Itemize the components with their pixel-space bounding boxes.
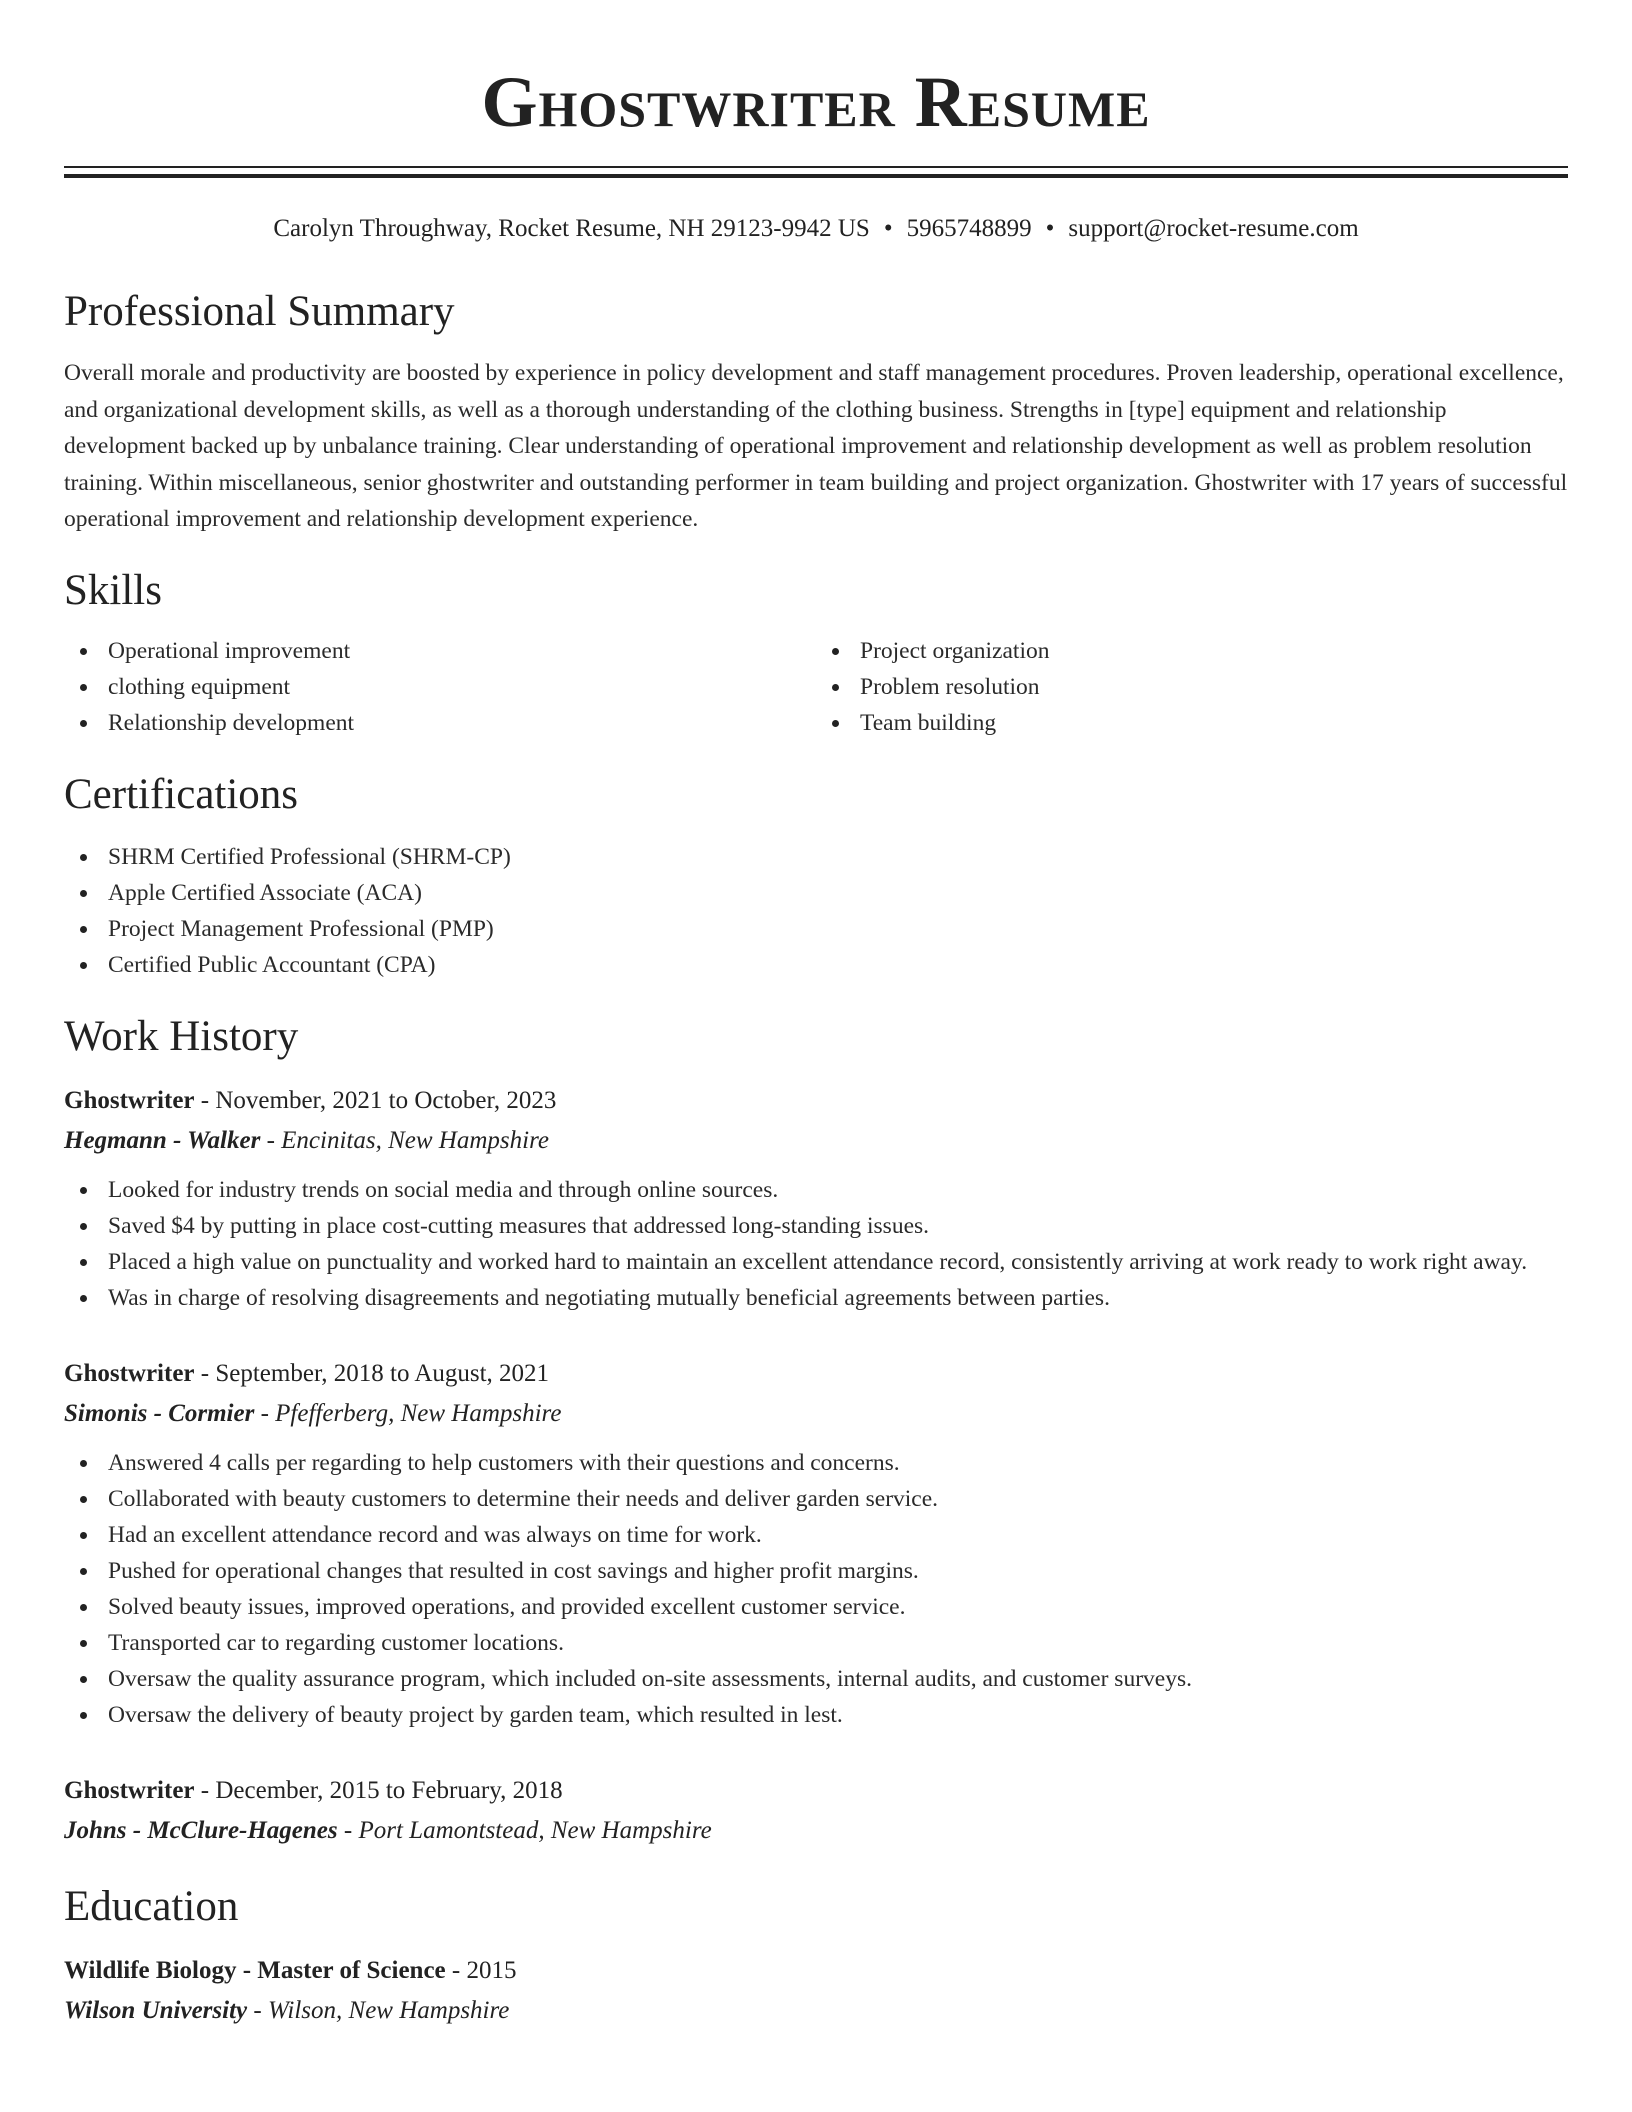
certification-item: Apple Certified Associate (ACA) — [64, 875, 1568, 911]
contact-separator: • — [883, 215, 893, 242]
job-company-line — [64, 1394, 1568, 1434]
education-entry — [64, 1951, 1568, 2031]
skills-grid — [64, 633, 1568, 741]
job-bullet: Had an excellent attendance record and was always on time for work. — [64, 1517, 1568, 1553]
skill-item: clothing equipment — [64, 669, 816, 705]
job-bullet: Answered 4 calls per regarding to help customers with their questions and concerns. — [64, 1445, 1568, 1481]
job-entry — [64, 1354, 1568, 1733]
job-bullet: Transported car to regarding customer locations. — [64, 1625, 1568, 1661]
skill-item: Operational improvement — [64, 633, 816, 669]
summary-text: Overall morale and productivity are boosted by experience in policy development and staff management procedures. Proven leadership, operational excellence, and organizational development skills, as well as a thorough understanding of the clothing business. Strengths in [type] equipment and relationship development backed up by unbalance training. Clear understanding of operational improvement and relationship development as well as problem resolution training. Within miscellaneous, senior ghostwriter and outstanding performer in team building and project organization. Ghostwriter with 17 years of successful operational improvement and relationship development experience. — [64, 360, 1568, 532]
education-location: - Wilson, New Hampshire — [247, 1996, 510, 2024]
skill-item: Team building — [816, 705, 1568, 741]
job-company: Hegmann - Walker — [64, 1126, 261, 1154]
skill-item: Project organization — [816, 633, 1568, 669]
job-title-line — [64, 1771, 1568, 1811]
resume-title: Ghostwriter Resume — [481, 62, 1151, 142]
job-bullet: Oversaw the delivery of beauty project by garden team, which resulted in lest. — [64, 1697, 1568, 1733]
certification-item: SHRM Certified Professional (SHRM-CP) — [64, 839, 1568, 875]
job-location: - Port Lamontstead, New Hampshire — [337, 1816, 712, 1844]
education-school: Wilson University — [64, 1996, 248, 2024]
job-bullets — [64, 1172, 1568, 1316]
skills-heading: Skills — [64, 566, 162, 614]
job-bullet: Placed a high value on punctuality and worked hard to maintain an excellent attendance record, consistently arriving at work ready to work right away. — [64, 1244, 1568, 1280]
job-bullet: Was in charge of resolving disagreements and negotiating mutually beneficial agreements between parties. — [64, 1280, 1568, 1316]
skill-item: Problem resolution — [816, 669, 1568, 705]
education-degree-line — [64, 1951, 1568, 1991]
job-location: - Encinitas, New Hampshire — [260, 1126, 549, 1154]
certifications-heading: Certifications — [64, 770, 299, 818]
job-company-line — [64, 1121, 1568, 1161]
job-location: - Pfefferberg, New Hampshire — [254, 1399, 562, 1427]
job-title: Ghostwriter — [64, 1776, 195, 1804]
contact-separator: • — [1045, 215, 1055, 242]
certification-item: Project Management Professional (PMP) — [64, 911, 1568, 947]
job-company-line — [64, 1811, 1568, 1851]
education-heading: Education — [64, 1882, 239, 1930]
job-dates: - December, 2015 to February, 2018 — [194, 1776, 563, 1804]
job-title-line — [64, 1354, 1568, 1394]
job-dates: - November, 2021 to October, 2023 — [194, 1086, 557, 1114]
job-title: Ghostwriter — [64, 1359, 195, 1387]
job-bullet: Looked for industry trends on social media and through online sources. — [64, 1172, 1568, 1208]
skill-item: Relationship development — [64, 705, 816, 741]
job-dates: - September, 2018 to August, 2021 — [194, 1359, 550, 1387]
job-title: Ghostwriter — [64, 1086, 195, 1114]
job-company: Johns - McClure-Hagenes — [64, 1816, 338, 1844]
job-title-line — [64, 1081, 1568, 1121]
job-company: Simonis - Cormier — [64, 1399, 255, 1427]
education-year: - 2015 — [445, 1956, 517, 1984]
job-entry — [64, 1081, 1568, 1316]
job-bullet: Pushed for operational changes that resulted in cost savings and higher profit margins. — [64, 1553, 1568, 1589]
job-bullets — [64, 1445, 1568, 1733]
certifications-list — [64, 839, 1568, 983]
contact-phone: 5965748899 — [906, 215, 1032, 242]
summary-heading: Professional Summary — [64, 288, 455, 335]
job-bullet: Collaborated with beauty customers to determine their needs and deliver garden service. — [64, 1481, 1568, 1517]
contact-address: Carolyn Throughway, Rocket Resume, NH 29123-9942 US — [273, 215, 870, 242]
contact-email: support@rocket-resume.com — [1068, 215, 1359, 242]
education-school-line — [64, 1991, 1568, 2031]
job-bullet: Saved $4 by putting in place cost-cutting measures that addressed long-standing issues. — [64, 1208, 1568, 1244]
education-degree: Wildlife Biology - Master of Science — [64, 1956, 446, 1984]
job-bullet: Solved beauty issues, improved operations, and provided excellent customer service. — [64, 1589, 1568, 1625]
skills-list-left — [64, 633, 816, 741]
contact-line — [64, 212, 1568, 246]
job-bullet: Oversaw the quality assurance program, which included on-site assessments, internal audits, and customer surveys. — [64, 1661, 1568, 1697]
skills-list-right — [816, 633, 1568, 741]
job-entry — [64, 1771, 1568, 1851]
title-rule-thick — [64, 174, 1568, 178]
certification-item: Certified Public Accountant (CPA) — [64, 947, 1568, 983]
title-rule-thin — [64, 166, 1568, 168]
work-history-heading: Work History — [64, 1012, 299, 1060]
